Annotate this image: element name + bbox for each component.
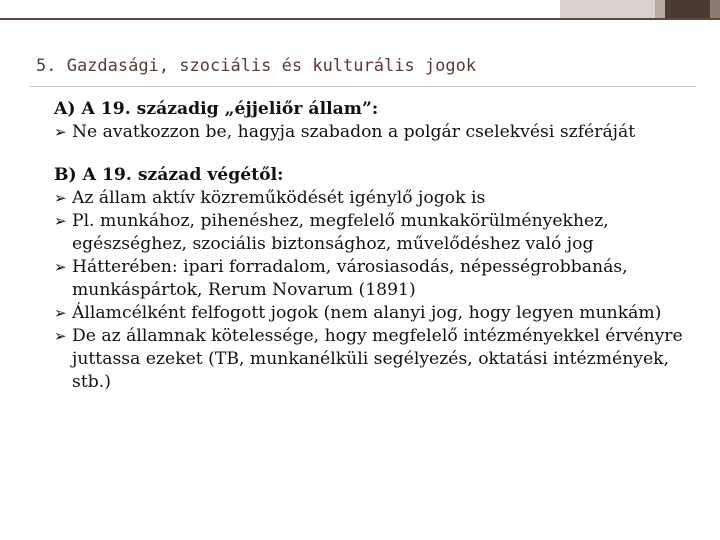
arrowhead-bullet-icon: ➢	[54, 189, 67, 207]
bullet-item	[54, 325, 694, 394]
arrowhead-bullet-icon: ➢	[54, 258, 67, 276]
bullet-text: Hátterében: ipari forradalom, városiasodás, népességrobbanás, munkáspártok, Rerum Novarum (1891)	[72, 257, 628, 300]
bullet-text: Pl. munkához, pihenéshez, megfelelő munkakörülményekhez, egészséghez, szociális biztonsághoz, művelődéshez való jog	[72, 211, 609, 254]
top-bar-fade-block	[655, 0, 665, 18]
bullet-item	[54, 256, 694, 302]
top-divider-line	[0, 18, 720, 20]
arrowhead-bullet-icon: ➢	[54, 212, 67, 230]
bullet-text: Államcélként felfogott jogok (nem alanyi jog, hogy legyen munkám)	[72, 303, 662, 323]
title-rule	[30, 86, 696, 87]
top-bar-light-block	[560, 0, 655, 18]
top-bar-dark-block	[665, 0, 710, 18]
slide-content	[54, 98, 694, 394]
bullet-item	[54, 121, 694, 144]
arrowhead-bullet-icon: ➢	[54, 304, 67, 322]
bullet-item	[54, 302, 694, 325]
section-a-heading: A) A 19. századig „éjjeliőr állam”:	[54, 99, 379, 119]
bullet-text: De az államnak kötelessége, hogy megfelelő intézményekkel érvényre juttassa ezeket (TB, munkanélküli segélyezés, oktatási intézmények, stb.)	[72, 326, 683, 392]
slide-title: 5. Gazdasági, szociális és kulturális jogok	[36, 56, 477, 76]
bullet-item	[54, 187, 694, 210]
decorative-top-bar	[0, 0, 720, 18]
arrowhead-bullet-icon: ➢	[54, 327, 67, 345]
section-b-heading: B) A 19. század végétől:	[54, 165, 284, 185]
bullet-text: Ne avatkozzon be, hagyja szabadon a polgár cselekvési szféráját	[72, 122, 636, 142]
bullet-text: Az állam aktív közreműködését igénylő jogok is	[72, 188, 486, 208]
arrowhead-bullet-icon: ➢	[54, 123, 67, 141]
bullet-item	[54, 210, 694, 256]
top-bar-mid-block	[710, 0, 720, 18]
